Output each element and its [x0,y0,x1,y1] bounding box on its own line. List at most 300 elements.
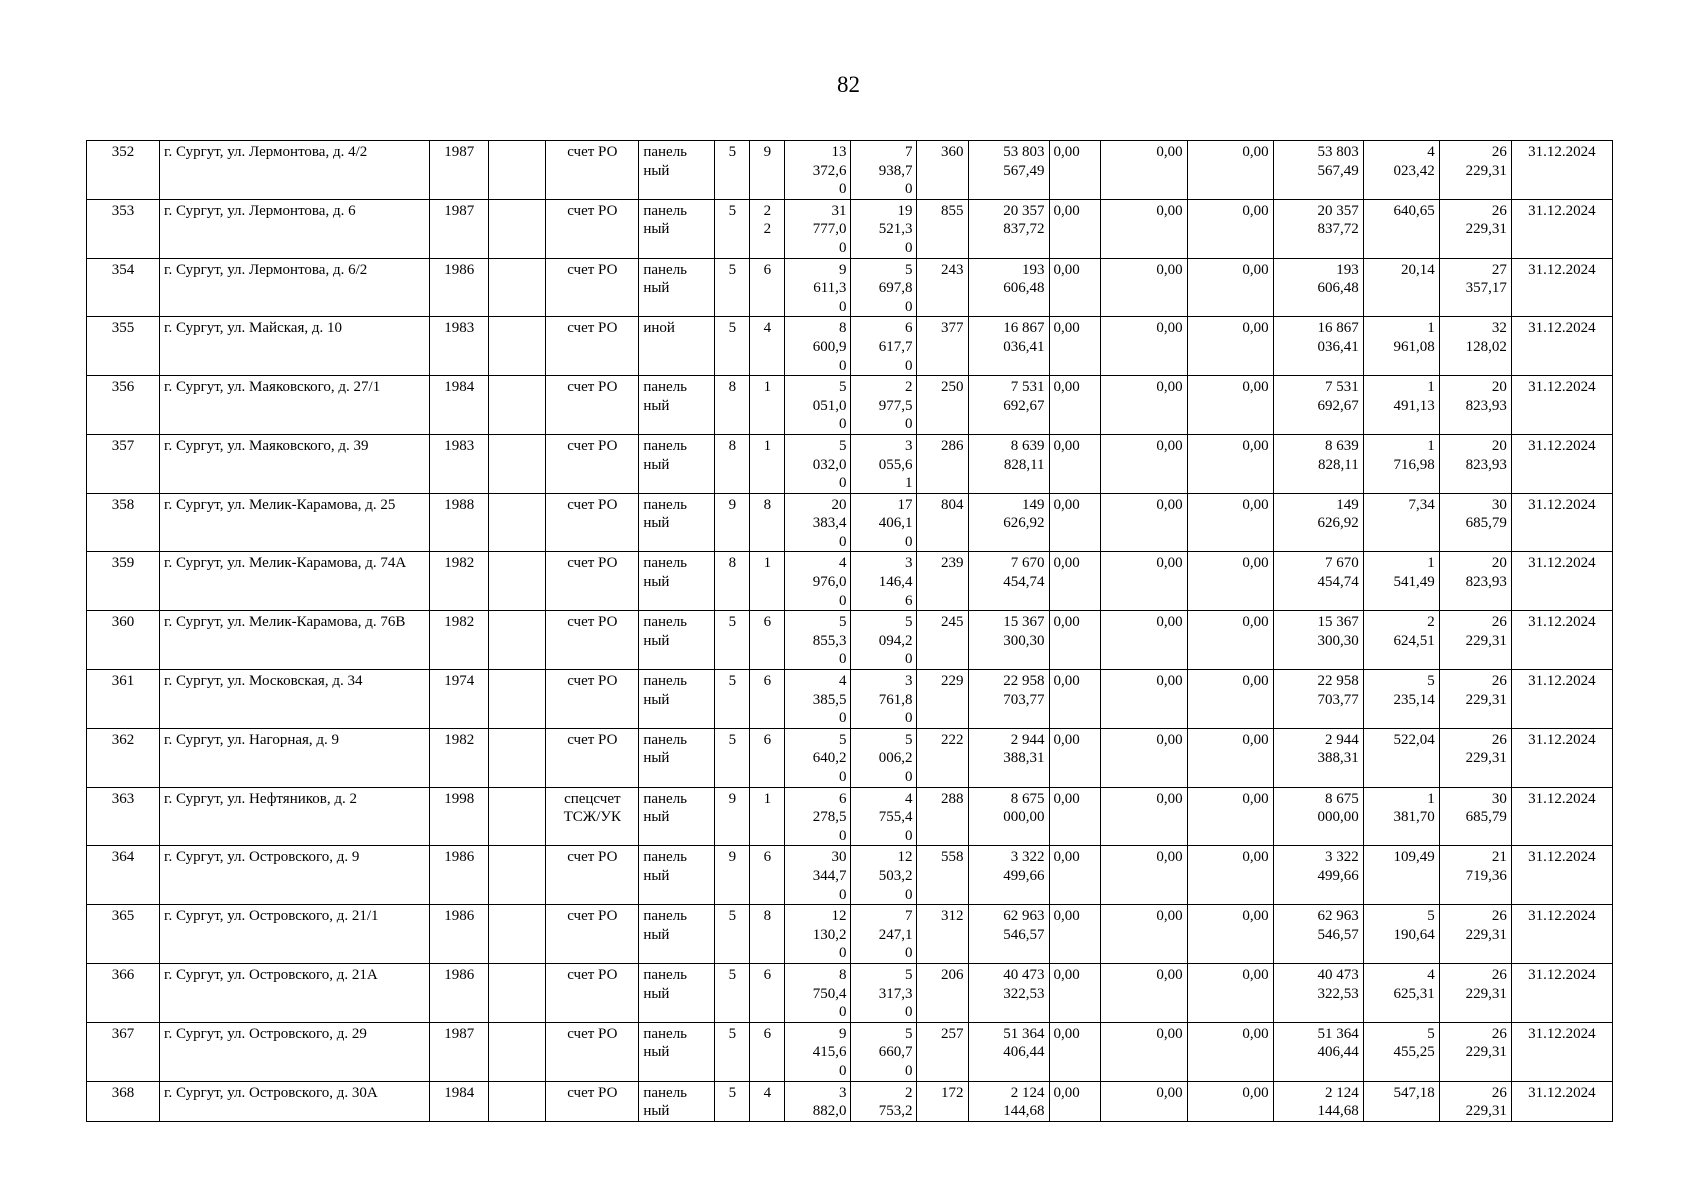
cell-fund-owners [1273,1081,1363,1121]
cell-floors: 5 [715,141,750,200]
cell-wall-material [639,846,715,905]
cell-area-living-line: 6 [904,592,913,609]
cell-wall-material-line: ный [643,221,670,238]
cell-cost-total-line: 62 963 [1003,908,1045,925]
cell-entrances-line: 6 [763,966,772,983]
cell-entrances-line: 6 [763,1025,772,1042]
cell-area-total-line: 611,3 [813,280,847,297]
cell-area-total [785,199,851,258]
cell-fund-owners-line: 20 357 [1317,202,1359,219]
cell-cost-total [968,963,1049,1022]
cell-area-living-line: 7 [904,908,913,925]
cell-fund-municipal: 0,00 [1187,1081,1273,1121]
cell-floors: 8 [715,376,750,435]
cell-fund-owners-line: 51 364 [1317,1025,1359,1042]
cell-entrances-line: 2 [763,202,772,219]
cell-deadline: 31.12.2024 [1511,376,1612,435]
cell-entrances [750,258,785,317]
cell-year: 1988 [430,493,489,552]
cell-residents: 257 [917,1022,968,1081]
cell-empty [489,1022,546,1081]
cell-year: 1984 [430,1081,489,1121]
cell-fund-municipal: 0,00 [1187,552,1273,611]
cell-year: 1982 [430,728,489,787]
cell-fund-federal: 0,00 [1049,1022,1100,1081]
cell-floors: 5 [715,611,750,670]
cell-area-living-line: 938,7 [878,162,913,179]
cell-floors: 9 [715,493,750,552]
cell-entrances [750,317,785,376]
cell-year: 1983 [430,434,489,493]
cell-wall-material-line: ный [643,280,670,297]
cell-fund-method: счет РО [546,376,639,435]
cell-address: г. Сургут, ул. Островского, д. 30А [160,1081,430,1121]
cell-fund-method: счет РО [546,434,639,493]
page-number: 82 [837,72,860,97]
cell-number: 363 [87,787,160,846]
cell-area-living [851,846,917,905]
cell-cost-limit [1439,493,1511,552]
cell-cost-limit-line: 26 [1491,1084,1507,1101]
cell-area-total [785,611,851,670]
cell-cost-total-line: 837,72 [1003,221,1045,238]
cell-fund-owners-line: 3 322 [1324,849,1359,866]
cell-fund-owners [1273,846,1363,905]
cell-cost-per-sqm [1363,787,1439,846]
cell-cost-total-line: 20 357 [1003,202,1045,219]
cell-cost-per-sqm-line: 235,14 [1393,691,1435,708]
cell-area-total-line: 0 [838,1062,847,1079]
cell-cost-per-sqm-line: 109,49 [1393,849,1435,866]
cell-wall-material-line: панель [643,908,688,925]
cell-cost-limit-line: 229,31 [1465,985,1507,1002]
cell-fund-regional: 0,00 [1100,258,1187,317]
table-row [87,493,1613,552]
cell-area-living [851,493,917,552]
cell-area-total [785,963,851,1022]
cell-residents: 804 [917,493,968,552]
cell-floors: 5 [715,728,750,787]
cell-fund-federal: 0,00 [1049,493,1100,552]
cell-area-living-line: 5 [904,731,913,748]
cell-fund-owners-line: 499,66 [1317,867,1359,884]
cell-address: г. Сургут, ул. Мелик-Карамова, д. 25 [160,493,430,552]
cell-number: 368 [87,1081,160,1121]
cell-area-living-line: 503,2 [878,867,913,884]
cell-cost-limit-line: 229,31 [1465,1103,1507,1120]
cell-wall-material-line: панель [643,261,688,278]
table-row [87,199,1613,258]
cell-floors: 8 [715,552,750,611]
cell-fund-federal: 0,00 [1049,434,1100,493]
cell-area-total-line: 4 [838,555,847,572]
cell-cost-per-sqm-line: 7,34 [1408,496,1435,513]
cell-address: г. Сургут, ул. Островского, д. 9 [160,846,430,905]
cell-area-total-line: 0 [838,592,847,609]
cell-floors: 5 [715,317,750,376]
cell-cost-per-sqm [1363,552,1439,611]
cell-fund-regional: 0,00 [1100,376,1187,435]
cell-cost-total-line: 8 639 [1010,437,1045,454]
cell-cost-per-sqm-line: 023,42 [1393,162,1435,179]
cell-area-total-line: 0 [838,239,847,256]
cell-fund-municipal: 0,00 [1187,258,1273,317]
cell-cost-limit [1439,141,1511,200]
cell-area-living [851,1081,917,1121]
table-row [87,434,1613,493]
cell-area-living-line: 697,8 [878,280,913,297]
cell-fund-municipal: 0,00 [1187,728,1273,787]
cell-address: г. Сургут, ул. Мелик-Карамова, д. 76В [160,611,430,670]
cell-area-total-line: 0 [838,533,847,550]
cell-address: г. Сургут, ул. Нагорная, д. 9 [160,728,430,787]
cell-number: 364 [87,846,160,905]
table-row [87,905,1613,964]
cell-fund-municipal: 0,00 [1187,141,1273,200]
cell-residents: 286 [917,434,968,493]
cell-fund-regional: 0,00 [1100,611,1187,670]
cell-number: 367 [87,1022,160,1081]
cell-area-living-line: 0 [904,651,913,668]
cell-area-total-line: 30 [831,849,847,866]
cell-cost-total-line: 406,44 [1003,1044,1045,1061]
cell-area-total-line: 13 [831,144,847,160]
cell-fund-owners [1273,905,1363,964]
cell-area-total [785,434,851,493]
cell-area-living-line: 146,4 [878,574,913,591]
cell-deadline: 31.12.2024 [1511,317,1612,376]
cell-deadline: 31.12.2024 [1511,1022,1612,1081]
cell-cost-total [968,1081,1049,1121]
cell-cost-limit [1439,787,1511,846]
table-row [87,376,1613,435]
cell-residents: 206 [917,963,968,1022]
cell-area-total-line: 12 [831,908,847,925]
cell-fund-municipal: 0,00 [1187,670,1273,729]
cell-area-living-line: 0 [904,533,913,550]
cell-entrances [750,670,785,729]
cell-address: г. Сургут, ул. Лермонтова, д. 6 [160,199,430,258]
cell-cost-per-sqm-line: 1 [1427,790,1435,807]
cell-address: г. Сургут, ул. Лермонтова, д. 6/2 [160,258,430,317]
cell-cost-per-sqm-line: 1 [1427,555,1435,572]
cell-fund-owners-line: 546,57 [1317,926,1359,943]
cell-cost-per-sqm-line: 547,18 [1393,1084,1435,1101]
cell-area-total-line: 0 [838,298,847,315]
cell-area-living-line: 0 [904,827,913,844]
cell-cost-limit [1439,552,1511,611]
cell-entrances-line: 4 [763,1084,772,1101]
cell-cost-per-sqm-line: 1 [1427,379,1435,396]
cell-cost-total [968,141,1049,200]
cell-area-total-line: 0 [838,651,847,668]
cell-fund-method: счет РО [546,258,639,317]
cell-floors: 5 [715,963,750,1022]
cell-fund-municipal: 0,00 [1187,376,1273,435]
cell-area-living-line: 0 [904,416,913,433]
cell-fund-regional: 0,00 [1100,493,1187,552]
cell-area-living-line: 0 [904,710,913,727]
cell-deadline: 31.12.2024 [1511,552,1612,611]
table-body [87,141,1613,1122]
cell-fund-owners-line: 149 [1336,496,1359,513]
cell-year: 1987 [430,199,489,258]
cell-entrances-line: 9 [763,144,772,160]
cell-fund-method: счет РО [546,905,639,964]
table-row [87,317,1613,376]
cell-cost-total-line: 149 [1022,496,1045,513]
cell-cost-total-line: 388,31 [1003,750,1045,767]
cell-wall-material [639,787,715,846]
cell-fund-owners-line: 8 639 [1324,437,1359,454]
cell-fund-owners [1273,963,1363,1022]
cell-number: 362 [87,728,160,787]
cell-number: 352 [87,141,160,200]
cell-cost-limit [1439,434,1511,493]
cell-area-total-line: 0 [838,710,847,727]
cell-cost-limit-line: 685,79 [1465,809,1507,826]
cell-wall-material-line: ный [643,750,670,767]
cell-wall-material-line: панель [643,1084,688,1101]
cell-area-living-line: 0 [904,945,913,962]
cell-wall-material-line: панель [643,437,688,454]
cell-fund-regional: 0,00 [1100,963,1187,1022]
cell-fund-method: счет РО [546,1022,639,1081]
cell-fund-federal: 0,00 [1049,787,1100,846]
cell-area-total-line: 051,0 [812,397,847,414]
cell-area-living-line: 0 [904,769,913,785]
cell-cost-limit [1439,317,1511,376]
cell-cost-per-sqm-line: 625,31 [1393,985,1435,1002]
cell-cost-total-line: 300,30 [1003,632,1045,649]
cell-number: 354 [87,258,160,317]
cell-number: 359 [87,552,160,611]
cell-fund-method: счет РО [546,317,639,376]
cell-area-total [785,258,851,317]
cell-area-living-line: 753,2 [878,1103,913,1120]
cell-fund-regional: 0,00 [1100,787,1187,846]
cell-area-total-line: 032,0 [812,456,847,473]
cell-empty [489,611,546,670]
cell-empty [489,963,546,1022]
cell-area-living-line: 0 [904,239,913,256]
cell-fund-federal: 0,00 [1049,141,1100,200]
cell-residents: 250 [917,376,968,435]
cell-fund-municipal: 0,00 [1187,846,1273,905]
cell-fund-municipal: 0,00 [1187,434,1273,493]
cell-cost-per-sqm-line: 640,65 [1393,202,1435,219]
cell-cost-total [968,670,1049,729]
cell-cost-per-sqm-line: 20,14 [1401,261,1435,278]
cell-area-total-line: 0 [838,181,847,198]
cell-fund-regional: 0,00 [1100,1081,1187,1121]
cell-fund-federal: 0,00 [1049,552,1100,611]
cell-cost-total-line: 15 367 [1003,614,1045,631]
cell-fund-owners [1273,611,1363,670]
cell-wall-material [639,376,715,435]
cell-cost-per-sqm-line: 624,51 [1393,632,1435,649]
cell-cost-per-sqm [1363,141,1439,200]
table-row [87,787,1613,846]
cell-cost-limit [1439,199,1511,258]
cell-fund-owners-line: 300,30 [1317,632,1359,649]
cell-cost-total-line: 16 867 [1003,320,1045,337]
cell-cost-per-sqm [1363,434,1439,493]
cell-fund-owners-line: 626,92 [1317,515,1359,532]
cell-area-living-line: 5 [904,614,913,631]
cell-area-total-line: 640,2 [812,750,847,767]
cell-area-living-line: 094,2 [878,632,913,649]
cell-fund-owners-line: 703,77 [1317,691,1359,708]
cell-area-living [851,199,917,258]
cell-entrances-line: 1 [763,437,772,454]
cell-area-total-line: 372,6 [812,162,847,179]
cell-cost-limit-line: 229,31 [1465,750,1507,767]
cell-empty [489,1081,546,1121]
cell-area-total-line: 130,2 [812,926,847,943]
cell-cost-total-line: 193 [1022,261,1045,278]
cell-area-living [851,728,917,787]
cell-fund-owners [1273,376,1363,435]
cell-entrances [750,963,785,1022]
cell-entrances [750,493,785,552]
cell-cost-total-line: 567,49 [1003,162,1045,179]
cell-fund-owners [1273,258,1363,317]
cell-entrances-line: 1 [763,379,772,396]
cell-entrances [750,434,785,493]
cell-cost-limit [1439,905,1511,964]
cell-entrances [750,846,785,905]
cell-area-total-line: 0 [838,886,847,903]
cell-area-living-line: 247,1 [878,926,913,943]
cell-empty [489,258,546,317]
cell-area-living-line: 617,7 [878,338,913,355]
cell-cost-total-line: 499,66 [1003,867,1045,884]
cell-fund-owners-line: 000,00 [1317,809,1359,826]
cell-entrances-line: 6 [763,849,772,866]
cell-year: 1986 [430,846,489,905]
cell-cost-total [968,258,1049,317]
cell-fund-owners-line: 7 531 [1324,379,1359,396]
cell-area-living [851,317,917,376]
cell-area-total-line: 344,7 [812,867,847,884]
cell-entrances [750,552,785,611]
cell-cost-per-sqm-line: 190,64 [1393,926,1435,943]
cell-area-living [851,552,917,611]
cell-area-total-line: 5 [838,614,847,631]
cell-area-total-line: 0 [838,945,847,962]
cell-fund-owners-line: 567,49 [1317,162,1359,179]
cell-entrances-line: 6 [763,731,772,748]
cell-empty [489,434,546,493]
cell-area-total [785,846,851,905]
cell-area-living-line: 055,6 [878,456,913,473]
cell-area-total-line: 6 [838,790,847,807]
cell-wall-material-line: ный [643,691,670,708]
cell-year: 1974 [430,670,489,729]
cell-cost-limit [1439,611,1511,670]
cell-fund-owners [1273,670,1363,729]
cell-cost-per-sqm-line: 2 [1427,614,1435,631]
cell-area-total-line: 0 [838,475,847,492]
cell-cost-limit-line: 823,93 [1465,456,1507,473]
cell-fund-owners-line: 8 675 [1324,790,1359,807]
cell-fund-owners [1273,493,1363,552]
cell-empty [489,787,546,846]
cell-year: 1984 [430,376,489,435]
cell-cost-per-sqm [1363,905,1439,964]
cell-residents: 558 [917,846,968,905]
cell-number: 356 [87,376,160,435]
cell-cost-total-line: 40 473 [1003,966,1045,983]
cell-cost-per-sqm [1363,317,1439,376]
cell-area-living [851,141,917,200]
cell-fund-federal: 0,00 [1049,258,1100,317]
cell-fund-method: счет РО [546,199,639,258]
table-row [87,611,1613,670]
cell-cost-limit-line: 30 [1491,790,1507,807]
cell-fund-regional: 0,00 [1100,1022,1187,1081]
cell-area-total-line: 5 [838,379,847,396]
cell-year: 1982 [430,552,489,611]
cell-residents: 377 [917,317,968,376]
cell-cost-per-sqm [1363,728,1439,787]
cell-fund-regional: 0,00 [1100,141,1187,200]
cell-empty [489,317,546,376]
cell-fund-owners-line: 22 958 [1317,673,1359,690]
cell-entrances-line: 1 [763,790,772,807]
cell-cost-total-line: 2 944 [1010,731,1045,748]
cell-fund-owners-line: 322,53 [1317,985,1359,1002]
cell-entrances [750,611,785,670]
cell-wall-material [639,493,715,552]
cell-cost-limit-line: 719,36 [1465,867,1507,884]
cell-entrances [750,728,785,787]
cell-area-total-line: 5 [838,437,847,454]
cell-year: 1987 [430,141,489,200]
cell-cost-limit-line: 26 [1491,1025,1507,1042]
cell-cost-total-line: 3 322 [1010,849,1045,866]
cell-fund-federal: 0,00 [1049,199,1100,258]
cell-cost-limit-line: 823,93 [1465,397,1507,414]
cell-area-total-line: 882,0 [812,1103,847,1120]
cell-fund-municipal: 0,00 [1187,1022,1273,1081]
cell-area-living-line: 3 [904,555,913,572]
cell-fund-municipal: 0,00 [1187,787,1273,846]
cell-residents: 288 [917,787,968,846]
cell-empty [489,905,546,964]
cell-fund-method: счет РО [546,670,639,729]
cell-cost-total [968,552,1049,611]
cell-cost-limit-line: 27 [1491,261,1507,278]
table-row [87,670,1613,729]
cell-area-living-line: 2 [904,1084,913,1101]
cell-floors: 8 [715,434,750,493]
cell-fund-owners [1273,317,1363,376]
cell-deadline: 31.12.2024 [1511,728,1612,787]
cell-number: 358 [87,493,160,552]
cell-wall-material-line: панель [643,731,688,748]
cell-cost-limit [1439,728,1511,787]
cell-wall-material-line: панель [643,849,688,866]
cell-wall-material-line: ный [643,1103,670,1120]
cell-empty [489,141,546,200]
cell-cost-per-sqm-line: 5 [1427,673,1435,690]
cell-wall-material-line: панель [643,614,688,631]
cell-wall-material [639,199,715,258]
cell-empty [489,728,546,787]
cell-area-total-line: 0 [838,769,847,785]
